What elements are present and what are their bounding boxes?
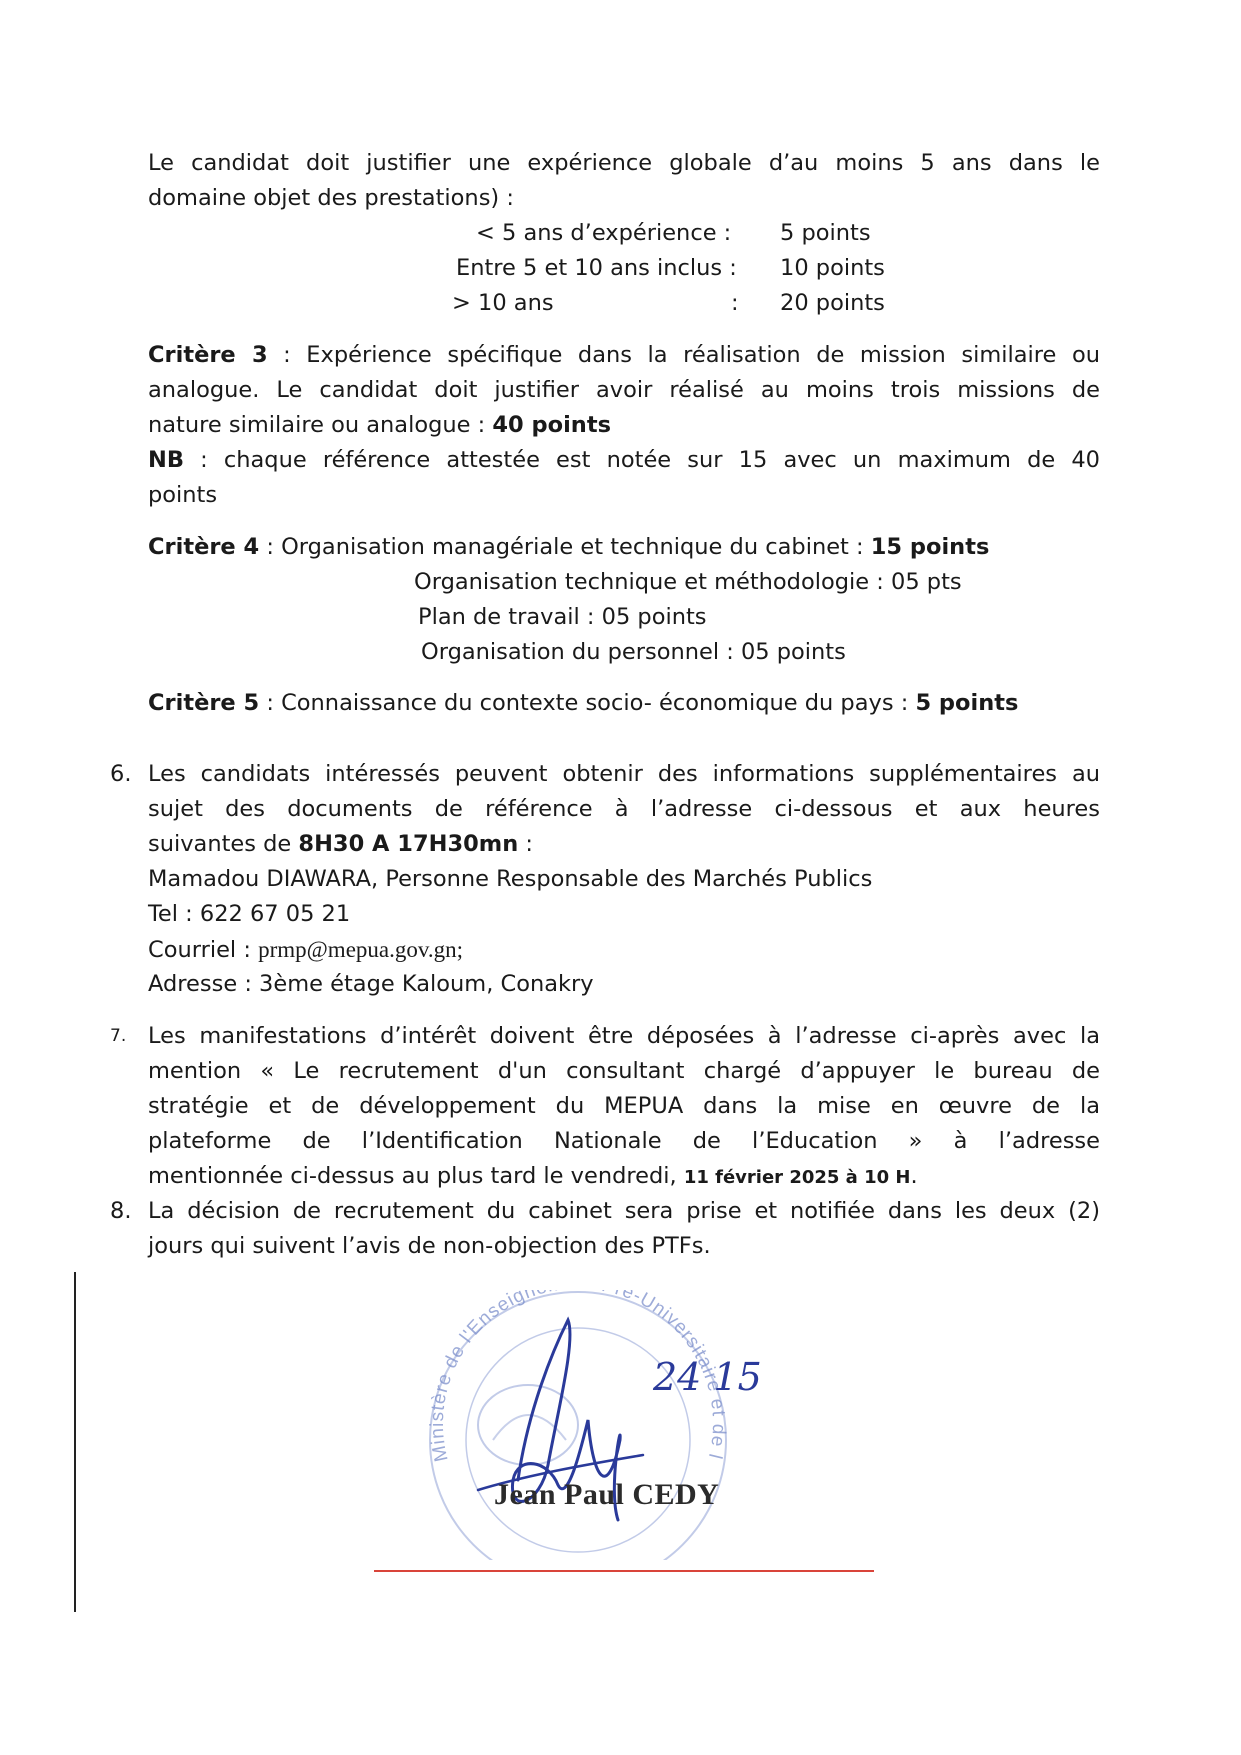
item8-line2: jours qui suivent l’avis de non-objection des PTFs. bbox=[148, 1233, 711, 1259]
item7-line1: Les manifestations d’intérêt doivent être déposées à l’adresse ci-après avec la bbox=[148, 1023, 1100, 1049]
item8-number: 8. bbox=[110, 1198, 132, 1224]
item6-hours: 8H30 A 17H30mn bbox=[298, 831, 519, 857]
item6-contact: Mamadou DIAWARA, Personne Responsable des Marchés Publics bbox=[148, 866, 873, 892]
item7-line5: mentionnée ci-dessus au plus tard le vendredi, 11 février 2025 à 10 H. bbox=[148, 1163, 918, 1189]
critere5-title: Critère 5 bbox=[148, 690, 260, 716]
critere4-sub-2: Plan de travail : 05 points bbox=[418, 604, 707, 630]
scale-points-3: 20 points bbox=[780, 290, 885, 316]
critere3-line1: Critère 3 : Expérience spécifique dans la réalisation de mission similaire ou bbox=[148, 342, 1100, 368]
item8-line1: La décision de recrutement du cabinet sera prise et notifiée dans les deux (2) bbox=[148, 1198, 1100, 1224]
item6-line2: sujet des documents de référence à l’adresse ci-dessous et aux heures bbox=[148, 796, 1100, 822]
official-stamp-icon bbox=[408, 1290, 768, 1560]
item6-line3: suivantes de 8H30 A 17H30mn : bbox=[148, 831, 533, 857]
scale-colon-3: : bbox=[731, 290, 739, 316]
experience-intro-line1: Le candidat doit justifier une expérience globale d’au moins 5 ans dans le bbox=[148, 150, 1100, 176]
left-margin-rule bbox=[74, 1272, 76, 1612]
item6-email-line: Courriel : prmp@mepua.gov.gn; bbox=[148, 937, 464, 963]
item7-line2: mention « Le recrutement d'un consultant chargé d’appuyer le bureau de bbox=[148, 1058, 1100, 1084]
critere3-nb-line1: NB : chaque référence attestée est notée sur 15 avec un maximum de 40 bbox=[148, 447, 1100, 473]
experience-intro-line2: domaine objet des prestations) : bbox=[148, 185, 514, 211]
item7-line3: stratégie et de développement du MEPUA dans la mise en œuvre de la bbox=[148, 1093, 1100, 1119]
critere4-points: 15 points bbox=[870, 534, 990, 560]
official-stamp-signature bbox=[408, 1290, 768, 1560]
scale-points-1: 5 points bbox=[780, 220, 871, 246]
nb-label: NB bbox=[148, 447, 184, 473]
item6-tel: Tel : 622 67 05 21 bbox=[148, 901, 351, 927]
scale-label-2: Entre 5 et 10 ans inclus : bbox=[456, 255, 737, 281]
scale-points-2: 10 points bbox=[780, 255, 885, 281]
red-rule bbox=[374, 1570, 874, 1572]
critere3-line3: nature similaire ou analogue : 40 points bbox=[148, 412, 611, 438]
critere3-nb-line2: points bbox=[148, 482, 218, 508]
critere5-points: 5 points bbox=[915, 690, 1019, 716]
critere4-title: Critère 4 bbox=[148, 534, 260, 560]
critere4-line: Critère 4 : Organisation managériale et technique du cabinet : 15 points bbox=[148, 534, 990, 560]
item6-address: Adresse : 3ème étage Kaloum, Conakry bbox=[148, 971, 594, 997]
handwritten-date: 24 15 bbox=[653, 1355, 762, 1399]
item7-number: 7. bbox=[110, 1026, 127, 1046]
critere3-line2: analogue. Le candidat doit justifier avoir réalisé au moins trois missions de bbox=[148, 377, 1100, 403]
item6-email-link[interactable]: prmp@mepua.gov.gn; bbox=[258, 937, 464, 962]
signatory-name: Jean Paul CEDY bbox=[494, 1478, 720, 1511]
critere5-line: Critère 5 : Connaissance du contexte socio- économique du pays : 5 points bbox=[148, 690, 1019, 716]
critere4-sub-3: Organisation du personnel : 05 points bbox=[421, 639, 846, 665]
item7-deadline: 11 février 2025 à 10 H bbox=[683, 1167, 911, 1188]
critere4-sub-1: Organisation technique et méthodologie : 05 pts bbox=[414, 569, 962, 595]
scale-label-3: > 10 ans bbox=[452, 290, 554, 316]
critere3-points: 40 points bbox=[492, 412, 611, 438]
item6-line1: Les candidats intéressés peuvent obtenir des informations supplémentaires au bbox=[148, 761, 1100, 787]
item6-number: 6. bbox=[110, 761, 132, 787]
item7-line4: plateforme de l’Identification Nationale de l’Education » à l’adresse bbox=[148, 1128, 1100, 1154]
stamp-text: Ministère de l'Enseign é-Universitaire et de l bbox=[426, 1290, 730, 1464]
scale-label-1: < 5 ans d’expérience : bbox=[476, 220, 732, 246]
critere3-title: Critère 3 bbox=[148, 342, 268, 368]
